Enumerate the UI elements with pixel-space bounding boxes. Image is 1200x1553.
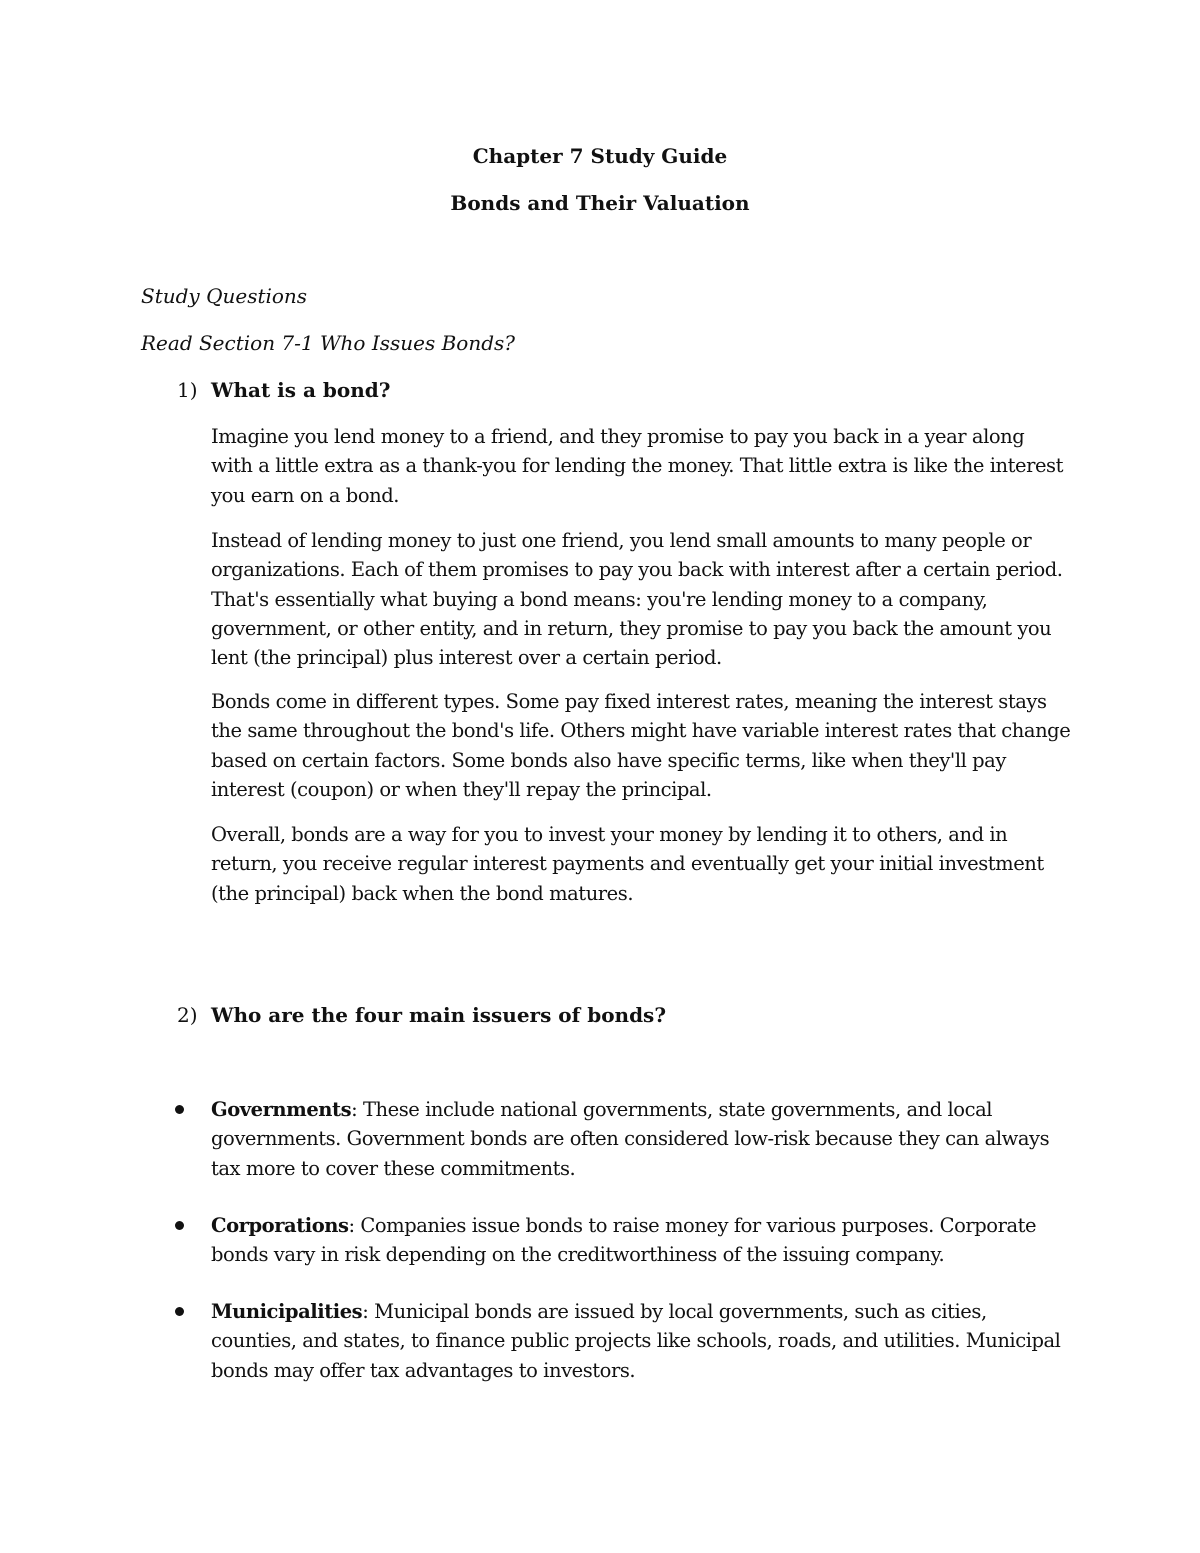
section-label: Study Questions	[141, 284, 308, 308]
bullet-term: Corporations	[211, 1214, 349, 1237]
bullet-icon	[175, 1105, 184, 1114]
bullet-description: : Companies issue bonds to raise money for various purposes. Corporate bonds vary in risk depending on the creditworthiness of the issuing company.	[211, 1214, 1037, 1267]
bullet-icon	[175, 1221, 184, 1230]
question-number: 1)	[177, 378, 198, 402]
document-subtitle: Bonds and Their Valuation	[450, 191, 750, 215]
answer-paragraph: Imagine you lend money to a friend, and they promise to pay you back in a year along with a little extra as a thank-you for lending the money. That little extra is like the interest you earn on a bond.	[211, 425, 1064, 507]
bullet-term: Governments	[211, 1098, 352, 1121]
list-item	[211, 1211, 1071, 1270]
document-title: Chapter 7 Study Guide	[472, 144, 728, 168]
reading-instruction: Read Section 7-1 Who Issues Bonds?	[141, 331, 516, 355]
bullet-description: : These include national governments, state governments, and local governments. Government bonds are often considered low-risk because they can always tax more to cover these commitments.	[211, 1098, 1050, 1180]
answer-paragraph: Instead of lending money to just one friend, you lend small amounts to many people or organizations. Each of them promises to pay you back with interest after a certain period. That's essentially what buying a bond means: you're lending money to a company, government, or other entity, and in return, they promise to pay you back the amount you lent (the principal) plus interest over a certain period.	[211, 529, 1063, 670]
answer-paragraph: Overall, bonds are a way for you to invest your money by lending it to others, and in return, you receive regular interest payments and eventually get your initial investment (the principal) back when the bond matures.	[211, 823, 1044, 905]
list-item	[211, 1297, 1071, 1385]
bullet-term: Municipalities	[211, 1300, 363, 1323]
question-number: 2)	[177, 1003, 198, 1027]
question-text: Who are the four main issuers of bonds?	[211, 1003, 667, 1027]
bullet-description: : Municipal bonds are issued by local governments, such as cities, counties, and states, to finance public projects like schools, roads, and utilities. Municipal bonds may offer tax advantages to investors.	[211, 1300, 1061, 1382]
answer-paragraph: Bonds come in different types. Some pay fixed interest rates, meaning the interest stays the same throughout the bond's life. Others might have variable interest rates that change based on certain factors. Some bonds also have specific terms, like when they'll pay interest (coupon) or when they'll repay the principal.	[211, 690, 1071, 801]
bullet-icon	[175, 1307, 184, 1316]
question-text: What is a bond?	[211, 378, 391, 402]
list-item	[211, 1095, 1071, 1183]
